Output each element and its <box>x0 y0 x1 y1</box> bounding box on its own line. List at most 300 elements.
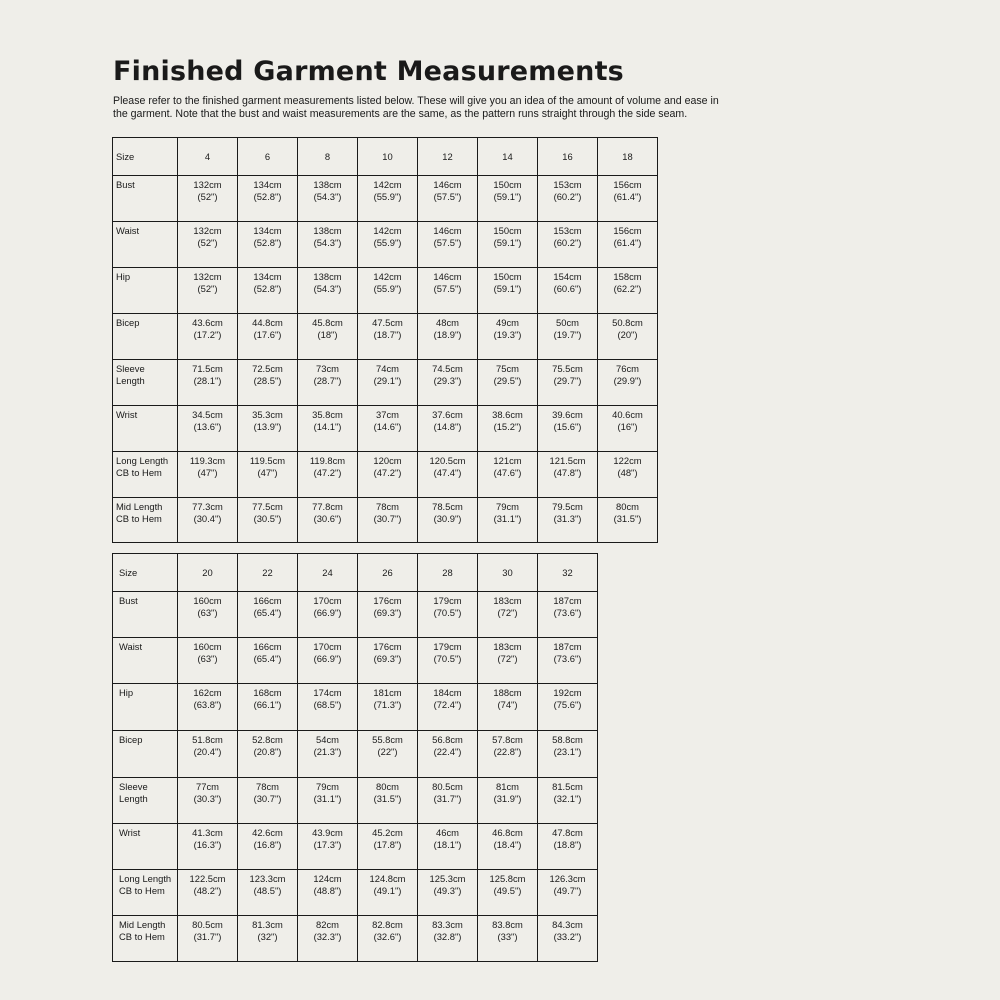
measurement-inches: (48.5") <box>253 885 282 896</box>
measurement-inches: (29.3") <box>433 375 462 386</box>
measurement-cm: 47.5cm <box>372 317 403 328</box>
measurement-cell <box>298 452 358 498</box>
measurement-label <box>113 222 178 268</box>
measurement-cm: 126.3cm <box>549 873 586 884</box>
measurement-row <box>113 638 598 684</box>
measurement-inches: (49.7") <box>553 885 582 896</box>
measurement-cm: 52.8cm <box>252 734 283 745</box>
measurement-cm: 188cm <box>493 687 522 698</box>
measurement-cell <box>598 406 658 452</box>
measurement-cm: 80cm <box>616 501 639 512</box>
measurement-inches: (57.5") <box>433 237 462 248</box>
measurement-inches: (31.5") <box>613 513 642 524</box>
measurement-cm: 77cm <box>196 781 219 792</box>
measurement-inches: (48.8") <box>313 885 342 896</box>
measurement-cm: 150cm <box>493 179 522 190</box>
measurement-cell <box>418 731 478 778</box>
measurement-cell <box>178 778 238 824</box>
measurement-label <box>113 731 178 778</box>
measurement-label-line: Mid Length <box>119 919 166 930</box>
measurement-cm: 34.5cm <box>192 409 223 420</box>
measurement-label-line: Bust <box>119 595 138 606</box>
measurements-table-sizes-4-18 <box>112 137 658 543</box>
measurement-cm: 187cm <box>553 641 582 652</box>
size-header-cell: 24 <box>298 554 358 592</box>
measurement-cm: 75.5cm <box>552 363 583 374</box>
measurement-cell <box>598 498 658 543</box>
measurement-cm: 121cm <box>493 455 522 466</box>
measurement-cm: 120cm <box>373 455 402 466</box>
measurements-table-sizes-20-32 <box>112 553 598 962</box>
measurement-cm: 146cm <box>433 179 462 190</box>
measurement-cm: 123.3cm <box>249 873 286 884</box>
measurement-cell <box>538 638 598 684</box>
measurement-cell <box>538 778 598 824</box>
measurement-cell <box>418 870 478 916</box>
measurement-inches: (32.1") <box>553 793 582 804</box>
measurement-cell <box>478 360 538 406</box>
measurement-cm: 49cm <box>496 317 519 328</box>
measurement-label <box>113 638 178 684</box>
measurement-cm: 39.6cm <box>552 409 583 420</box>
measurement-inches: (63.8") <box>193 699 222 710</box>
measurement-cell <box>178 870 238 916</box>
measurement-inches: (65.4") <box>253 607 282 618</box>
measurement-inches: (57.5") <box>433 283 462 294</box>
measurement-cm: 77.3cm <box>192 501 223 512</box>
measurement-cell <box>418 824 478 870</box>
measurement-inches: (32") <box>257 931 278 942</box>
measurement-label <box>113 778 178 824</box>
measurement-cell <box>418 222 478 268</box>
measurement-cm: 41.3cm <box>192 827 223 838</box>
measurement-row <box>113 731 598 778</box>
measurement-label <box>113 268 178 314</box>
measurement-inches: (18.9") <box>433 329 462 340</box>
measurement-label <box>113 916 178 962</box>
measurement-cm: 146cm <box>433 225 462 236</box>
measurement-inches: (20") <box>617 329 638 340</box>
size-header-cell: 10 <box>358 138 418 176</box>
measurement-label <box>113 592 178 638</box>
measurement-label-line: Length <box>116 375 145 386</box>
measurement-inches: (17.3") <box>313 839 342 850</box>
measurement-row <box>113 870 598 916</box>
measurement-inches: (22.4") <box>433 746 462 757</box>
measurement-cm: 71.5cm <box>192 363 223 374</box>
measurement-inches: (30.6") <box>313 513 342 524</box>
measurement-cell <box>418 778 478 824</box>
measurement-label <box>113 870 178 916</box>
measurement-inches: (33") <box>497 931 518 942</box>
measurement-inches: (60.6") <box>553 283 582 294</box>
measurement-inches: (30.7") <box>373 513 402 524</box>
measurement-cm: 46cm <box>436 827 459 838</box>
measurement-cell <box>298 406 358 452</box>
measurement-cm: 45.2cm <box>372 827 403 838</box>
measurement-label <box>113 452 178 498</box>
measurement-cm: 78.5cm <box>432 501 463 512</box>
measurement-inches: (54.3") <box>313 283 342 294</box>
measurement-cell <box>418 916 478 962</box>
measurement-inches: (14.8") <box>433 421 462 432</box>
measurement-cm: 74.5cm <box>432 363 463 374</box>
measurement-row <box>113 360 658 406</box>
measurement-cell <box>358 592 418 638</box>
measurement-label-line: Wrist <box>116 409 138 420</box>
measurement-inches: (47") <box>257 467 278 478</box>
measurement-inches: (52.8") <box>253 237 282 248</box>
measurement-label-line: Mid Length <box>116 501 163 512</box>
measurement-inches: (30.4") <box>193 513 222 524</box>
measurement-inches: (16") <box>617 421 638 432</box>
measurement-cell <box>358 314 418 360</box>
measurement-cell <box>238 406 298 452</box>
measurement-cell <box>358 268 418 314</box>
measurement-cell <box>178 268 238 314</box>
size-header-cell: 14 <box>478 138 538 176</box>
measurement-cell <box>598 222 658 268</box>
measurement-cell <box>538 916 598 962</box>
measurement-cell <box>298 222 358 268</box>
measurement-cell <box>478 731 538 778</box>
measurement-inches: (47.2") <box>373 467 402 478</box>
measurement-label <box>113 406 178 452</box>
measurement-label-line: Length <box>119 793 148 804</box>
measurement-cell <box>178 498 238 543</box>
measurement-inches: (15.6") <box>553 421 582 432</box>
measurement-inches: (17.6") <box>253 329 282 340</box>
measurement-cell <box>478 222 538 268</box>
measurement-cell <box>358 498 418 543</box>
measurement-cell <box>238 638 298 684</box>
measurement-cm: 43.9cm <box>312 827 343 838</box>
measurement-cm: 81.5cm <box>552 781 583 792</box>
measurement-cell <box>238 268 298 314</box>
measurement-cell <box>418 176 478 222</box>
measurement-inches: (73.6") <box>553 607 582 618</box>
measurement-cm: 125.3cm <box>429 873 466 884</box>
measurement-cell <box>418 406 478 452</box>
size-header-label: Size <box>113 554 178 592</box>
measurement-inches: (52") <box>197 237 218 248</box>
measurement-cell <box>478 498 538 543</box>
measurement-row <box>113 452 658 498</box>
measurement-cell <box>238 314 298 360</box>
measurement-inches: (21.3") <box>313 746 342 757</box>
measurement-cell <box>238 452 298 498</box>
measurement-inches: (20.8") <box>253 746 282 757</box>
measurement-inches: (18.8") <box>553 839 582 850</box>
measurement-cell <box>598 452 658 498</box>
measurement-inches: (17.2") <box>193 329 222 340</box>
measurement-cell <box>358 452 418 498</box>
size-header-cell: 22 <box>238 554 298 592</box>
measurement-inches: (49.3") <box>433 885 462 896</box>
measurement-cm: 37cm <box>376 409 399 420</box>
measurement-cm: 73cm <box>316 363 339 374</box>
measurement-inches: (18.1") <box>433 839 462 850</box>
measurement-cm: 183cm <box>493 641 522 652</box>
measurement-cm: 119.8cm <box>309 455 346 466</box>
measurement-cm: 187cm <box>553 595 582 606</box>
measurement-inches: (49.5") <box>493 885 522 896</box>
measurement-cm: 138cm <box>313 271 342 282</box>
measurement-cm: 132cm <box>193 225 222 236</box>
measurement-inches: (28.5") <box>253 375 282 386</box>
measurement-cell <box>538 684 598 731</box>
measurement-inches: (31.9") <box>493 793 522 804</box>
measurement-cm: 78cm <box>256 781 279 792</box>
measurement-cm: 168cm <box>253 687 282 698</box>
measurement-inches: (31.7") <box>433 793 462 804</box>
measurement-cell <box>358 731 418 778</box>
size-header-cell: 6 <box>238 138 298 176</box>
measurement-cell <box>478 638 538 684</box>
measurement-cm: 132cm <box>193 271 222 282</box>
measurement-cm: 80cm <box>376 781 399 792</box>
measurement-cm: 77.5cm <box>252 501 283 512</box>
measurement-inches: (32.6") <box>373 931 402 942</box>
measurement-cell <box>178 684 238 731</box>
measurement-inches: (52") <box>197 283 218 294</box>
measurement-label-line: CB to Hem <box>119 931 165 942</box>
measurement-label-line: Wrist <box>119 827 141 838</box>
measurement-cm: 48cm <box>436 317 459 328</box>
measurement-cell <box>538 592 598 638</box>
measurement-label <box>113 824 178 870</box>
measurement-inches: (71.3") <box>373 699 402 710</box>
measurement-cm: 50cm <box>556 317 579 328</box>
measurement-cell <box>358 824 418 870</box>
measurement-cm: 51.8cm <box>192 734 223 745</box>
measurement-cm: 75cm <box>496 363 519 374</box>
measurement-inches: (14.1") <box>313 421 342 432</box>
measurement-inches: (31.3") <box>553 513 582 524</box>
measurement-cm: 124cm <box>313 873 342 884</box>
measurement-cm: 81.3cm <box>252 919 283 930</box>
measurement-cell <box>478 684 538 731</box>
measurement-cell <box>238 916 298 962</box>
measurement-cm: 150cm <box>493 225 522 236</box>
measurement-inches: (31.1") <box>493 513 522 524</box>
measurement-cell <box>298 824 358 870</box>
measurement-inches: (32.8") <box>433 931 462 942</box>
measurement-cell <box>238 684 298 731</box>
measurement-inches: (29.7") <box>553 375 582 386</box>
measurement-cell <box>418 314 478 360</box>
measurement-cm: 56.8cm <box>432 734 463 745</box>
measurement-cm: 181cm <box>373 687 402 698</box>
measurement-cell <box>178 824 238 870</box>
measurement-label-line: Hip <box>119 687 134 698</box>
measurement-cm: 146cm <box>433 271 462 282</box>
measurement-inches: (66.1") <box>253 699 282 710</box>
measurement-cm: 132cm <box>193 179 222 190</box>
measurement-label-line: Bust <box>116 179 135 190</box>
measurement-cell <box>298 314 358 360</box>
measurement-cell <box>418 268 478 314</box>
measurement-row <box>113 222 658 268</box>
measurement-inches: (19.3") <box>493 329 522 340</box>
measurement-inches: (66.9") <box>313 607 342 618</box>
measurement-inches: (59.1") <box>493 237 522 248</box>
measurement-inches: (29.1") <box>373 375 402 386</box>
measurement-cm: 134cm <box>253 271 282 282</box>
measurement-inches: (57.5") <box>433 191 462 202</box>
measurement-cm: 156cm <box>613 179 642 190</box>
measurement-cm: 80.5cm <box>432 781 463 792</box>
measurement-cm: 160cm <box>193 595 222 606</box>
measurement-label-line: Sleeve <box>116 363 145 374</box>
measurement-cell <box>418 452 478 498</box>
measurement-cm: 134cm <box>253 179 282 190</box>
measurement-label-line: Bicep <box>119 734 143 745</box>
measurement-inches: (74") <box>497 699 518 710</box>
measurement-inches: (49.1") <box>373 885 402 896</box>
measurement-cell <box>538 268 598 314</box>
measurement-cm: 82.8cm <box>372 919 403 930</box>
measurement-inches: (60.2") <box>553 191 582 202</box>
size-header-cell: 32 <box>538 554 598 592</box>
measurement-cm: 45.8cm <box>312 317 343 328</box>
measurement-cm: 83.8cm <box>492 919 523 930</box>
measurement-cm: 166cm <box>253 595 282 606</box>
measurement-inches: (47") <box>197 467 218 478</box>
measurement-label-line: Long Length <box>116 455 169 466</box>
measurement-cm: 78cm <box>376 501 399 512</box>
measurement-row <box>113 778 598 824</box>
measurement-inches: (61.4") <box>613 237 642 248</box>
measurement-inches: (30.9") <box>433 513 462 524</box>
measurement-cm: 72.5cm <box>252 363 283 374</box>
measurement-cm: 79cm <box>316 781 339 792</box>
measurement-label-line: CB to Hem <box>116 513 162 524</box>
measurement-cm: 84.3cm <box>552 919 583 930</box>
measurement-cm: 76cm <box>616 363 639 374</box>
measurement-cell <box>478 406 538 452</box>
measurement-inches: (13.9") <box>253 421 282 432</box>
measurement-cm: 170cm <box>313 595 342 606</box>
size-header-cell: 16 <box>538 138 598 176</box>
measurement-inches: (75.6") <box>553 699 582 710</box>
size-header-cell: 12 <box>418 138 478 176</box>
measurement-cm: 162cm <box>193 687 222 698</box>
measurement-inches: (55.9") <box>373 283 402 294</box>
measurement-cell <box>418 498 478 543</box>
measurement-cell <box>538 870 598 916</box>
measurement-inches: (32.3") <box>313 931 342 942</box>
measurement-cm: 150cm <box>493 271 522 282</box>
measurement-cm: 174cm <box>313 687 342 698</box>
measurement-label <box>113 684 178 731</box>
measurement-row <box>113 176 658 222</box>
measurement-cell <box>478 176 538 222</box>
measurement-cm: 38.6cm <box>492 409 523 420</box>
measurement-inches: (72.4") <box>433 699 462 710</box>
measurement-cm: 119.5cm <box>249 455 286 466</box>
measurement-cell <box>298 684 358 731</box>
measurement-inches: (54.3") <box>313 191 342 202</box>
measurement-label-line: Waist <box>116 225 140 236</box>
measurement-inches: (18") <box>317 329 338 340</box>
measurement-inches: (47.2") <box>313 467 342 478</box>
measurement-cm: 138cm <box>313 225 342 236</box>
measurement-label-line: CB to Hem <box>116 467 162 478</box>
measurement-cell <box>178 176 238 222</box>
measurement-cm: 184cm <box>433 687 462 698</box>
measurement-cm: 50.8cm <box>612 317 643 328</box>
measurement-cell <box>358 870 418 916</box>
measurement-label-line: Long Length <box>119 873 172 884</box>
size-header-cell: 26 <box>358 554 418 592</box>
measurement-inches: (20.4") <box>193 746 222 757</box>
measurement-inches: (68.5") <box>313 699 342 710</box>
measurement-inches: (16.3") <box>193 839 222 850</box>
measurement-cm: 160cm <box>193 641 222 652</box>
size-header-row <box>113 138 658 176</box>
measurement-inches: (54.3") <box>313 237 342 248</box>
measurement-inches: (62.2") <box>613 283 642 294</box>
measurement-cell <box>298 870 358 916</box>
measurement-inches: (13.6") <box>193 421 222 432</box>
measurement-cm: 142cm <box>373 271 402 282</box>
measurement-cm: 142cm <box>373 225 402 236</box>
measurement-cm: 122cm <box>613 455 642 466</box>
measurement-label-line: Hip <box>116 271 131 282</box>
measurement-label <box>113 498 178 543</box>
measurement-cell <box>418 684 478 731</box>
measurement-cell <box>478 592 538 638</box>
measurement-cm: 153cm <box>553 225 582 236</box>
measurement-cell <box>178 452 238 498</box>
size-header-cell: 28 <box>418 554 478 592</box>
measurement-inches: (22.8") <box>493 746 522 757</box>
measurement-inches: (52") <box>197 191 218 202</box>
measurement-cell <box>418 360 478 406</box>
measurement-cell <box>238 778 298 824</box>
measurement-cell <box>358 176 418 222</box>
measurement-label <box>113 314 178 360</box>
measurement-inches: (17.8") <box>373 839 402 850</box>
measurement-cell <box>538 452 598 498</box>
measurement-cell <box>298 638 358 684</box>
measurement-cm: 42.6cm <box>252 827 283 838</box>
measurement-cm: 79cm <box>496 501 519 512</box>
measurement-cell <box>538 176 598 222</box>
measurement-cell <box>358 916 418 962</box>
measurement-inches: (48.2") <box>193 885 222 896</box>
measurement-cm: 80.5cm <box>192 919 223 930</box>
measurement-cm: 124.8cm <box>369 873 406 884</box>
measurement-cm: 170cm <box>313 641 342 652</box>
measurement-row <box>113 314 658 360</box>
measurement-cell <box>358 638 418 684</box>
measurement-inches: (47.6") <box>493 467 522 478</box>
measurement-inches: (22") <box>377 746 398 757</box>
measurement-cell <box>478 916 538 962</box>
measurement-inches: (73.6") <box>553 653 582 664</box>
measurement-row <box>113 406 658 452</box>
measurement-cm: 55.8cm <box>372 734 403 745</box>
measurement-inches: (30.3") <box>193 793 222 804</box>
measurement-inches: (47.8") <box>553 467 582 478</box>
measurement-cell <box>598 360 658 406</box>
measurement-cell <box>298 592 358 638</box>
measurement-inches: (28.7") <box>313 375 342 386</box>
measurement-cm: 119.3cm <box>189 455 226 466</box>
measurement-cell <box>538 731 598 778</box>
